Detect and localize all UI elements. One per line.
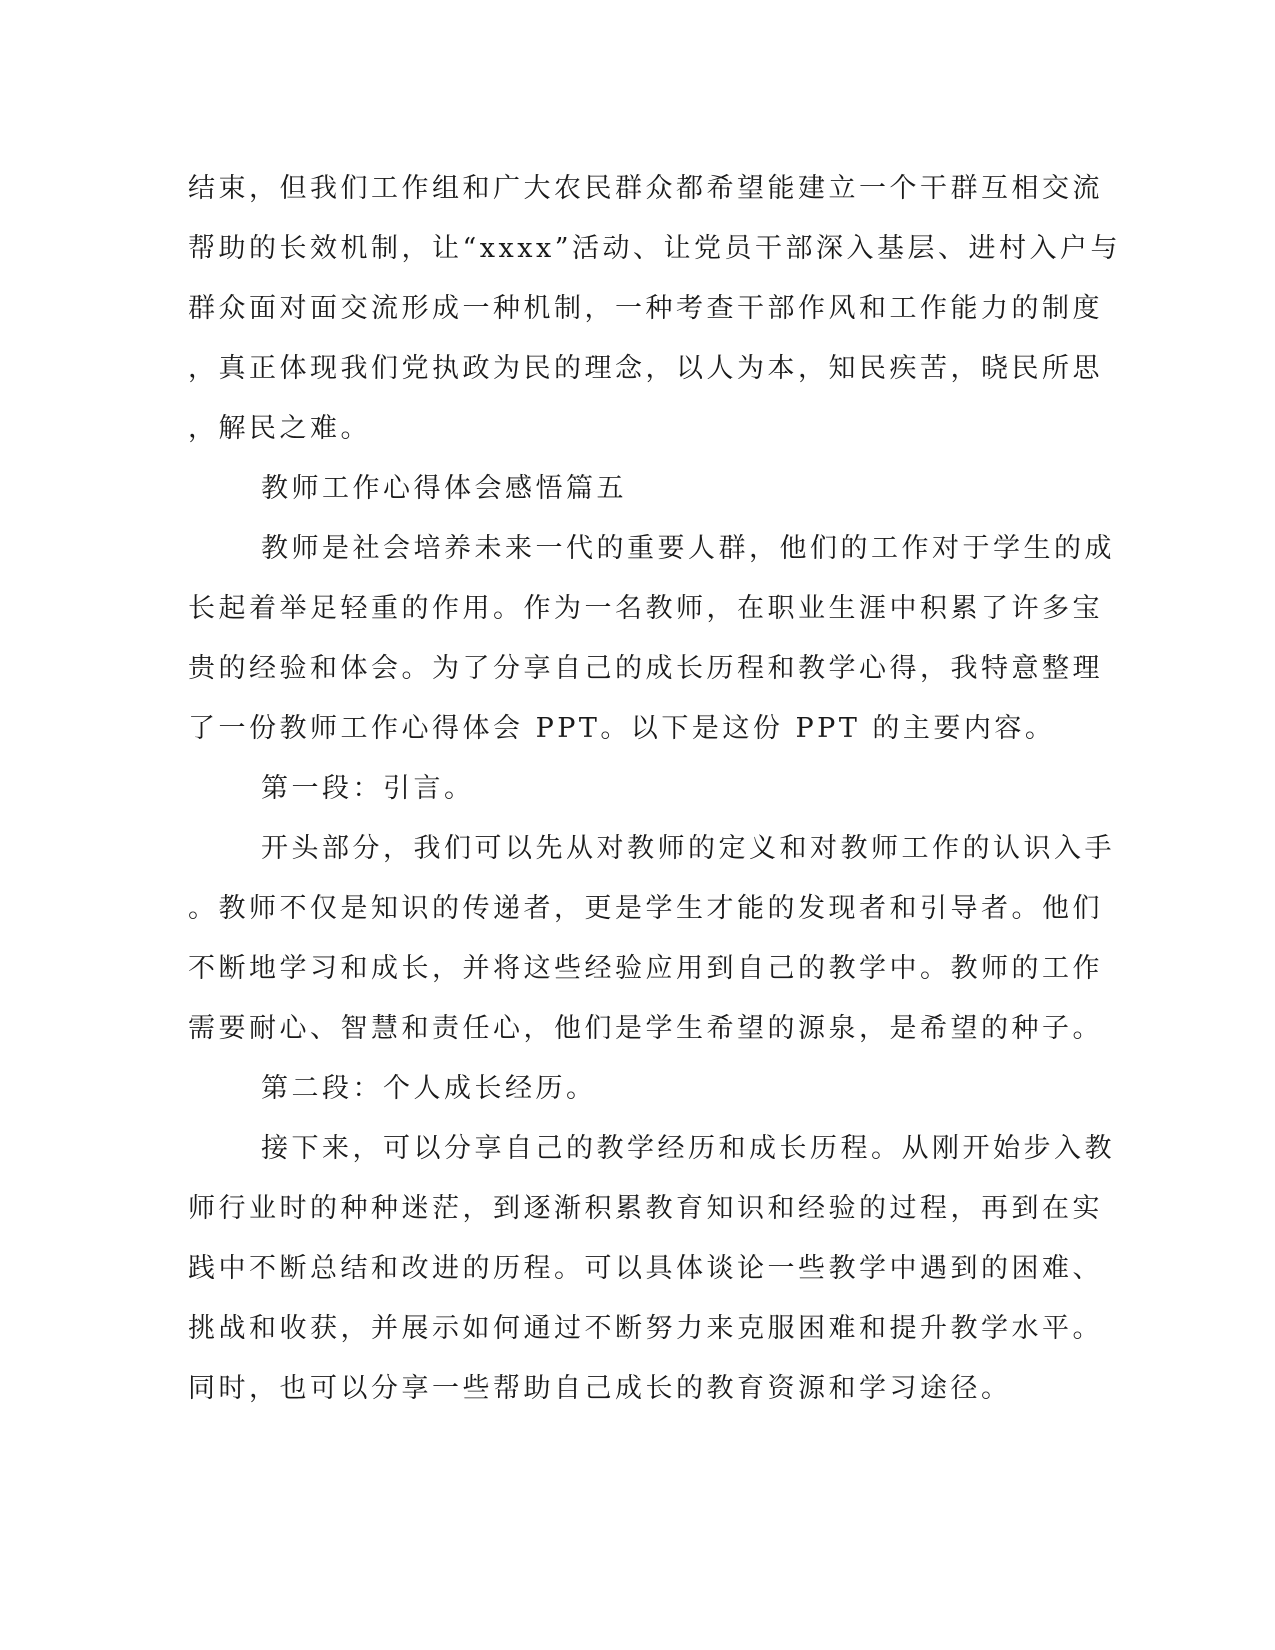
text-line: 。教师不仅是知识的传递者，更是学生才能的发现者和引导者。他们 <box>188 893 1103 924</box>
text-line: 长起着举足轻重的作用。作为一名教师，在职业生涯中积累了许多宝 <box>188 593 1103 624</box>
text-line: 了一份教师工作心得体会 PPT。以下是这份 PPT 的主要内容。 <box>188 713 1056 744</box>
text-line: 开头部分，我们可以先从对教师的定义和对教师工作的认识入手 <box>261 833 1115 864</box>
text-line: 践中不断总结和改进的历程。可以具体谈论一些教学中遇到的困难、 <box>188 1253 1103 1284</box>
text-line: 挑战和收获，并展示如何通过不断努力来克服困难和提升教学水平。 <box>188 1313 1103 1344</box>
text-line: 帮助的长效机制，让“xxxx”活动、让党员干部深入基层、进村入户与 <box>188 233 1122 264</box>
text-line: 需要耐心、智慧和责任心，他们是学生希望的源泉，是希望的种子。 <box>188 1013 1103 1044</box>
section-heading: 第二段：个人成长经历。 <box>261 1073 597 1104</box>
text-line: 接下来，可以分享自己的教学经历和成长历程。从刚开始步入教 <box>261 1133 1115 1164</box>
text-line: 教师是社会培养未来一代的重要人群，他们的工作对于学生的成 <box>261 533 1115 564</box>
text-line: 师行业时的种种迷茫，到逐渐积累教育知识和经验的过程，再到在实 <box>188 1193 1103 1224</box>
text-line: 不断地学习和成长，并将这些经验应用到自己的教学中。教师的工作 <box>188 953 1103 984</box>
text-line: 群众面对面交流形成一种机制，一种考查干部作风和工作能力的制度 <box>188 293 1103 324</box>
section-heading: 教师工作心得体会感悟篇五 <box>261 473 627 504</box>
text-line: 同时，也可以分享一些帮助自己成长的教育资源和学习途径。 <box>188 1373 1012 1404</box>
text-line: ，解民之难。 <box>188 413 371 444</box>
document-body <box>188 159 1122 1419</box>
section-heading: 第一段：引言。 <box>261 773 475 804</box>
text-line: ，真正体现我们党执政为民的理念，以人为本，知民疾苦，晓民所思 <box>188 353 1103 384</box>
text-line: 贵的经验和体会。为了分享自己的成长历程和教学心得，我特意整理 <box>188 653 1103 684</box>
text-line: 结束，但我们工作组和广大农民群众都希望能建立一个干群互相交流 <box>188 173 1103 204</box>
